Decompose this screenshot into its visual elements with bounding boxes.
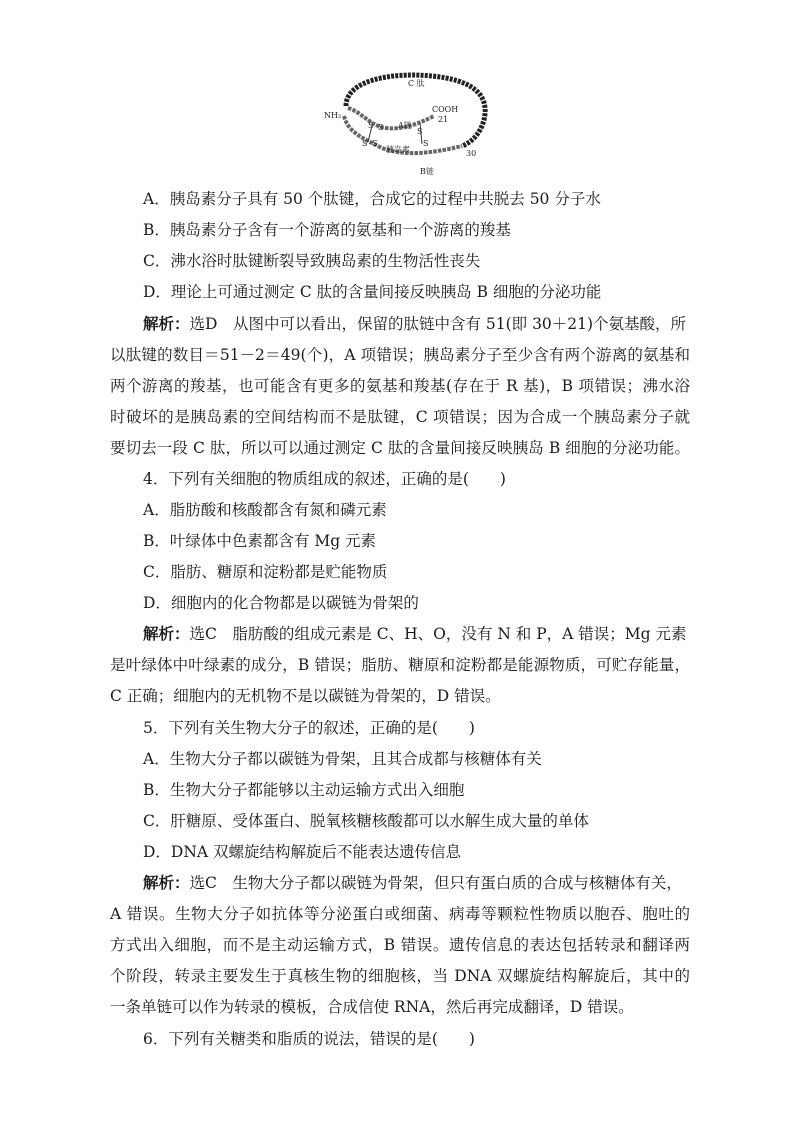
q5-option-a: A．生物大分子都以碳链为骨架，且其合成都与核糖体有关 — [143, 750, 542, 768]
label-nh2: NH₂ — [324, 111, 342, 120]
label-b-chain: B链 — [420, 167, 434, 176]
label-s: S — [368, 121, 374, 130]
q4-option-d: D．细胞内的化合物都是以碳链为骨架的 — [143, 594, 419, 612]
q5-stem: 5．下列有关生物大分子的叙述，正确的是( ) — [143, 719, 475, 737]
label-s: S — [372, 139, 378, 148]
q4-option-b: B．叶绿体中色素都含有 Mg 元素 — [143, 532, 377, 550]
q4-stem: 4．下列有关细胞的物质组成的叙述，正确的是( ) — [143, 470, 506, 488]
q3-option-c: C．沸水浴时肽键断裂导致胰岛素的生物活性丧失 — [143, 252, 481, 270]
q5-analysis-line-3: 方式出入细胞，而不是主动运输方式，B 错误。遗传信息的表达包括转录和翻译两 — [110, 936, 690, 954]
q4-analysis-line-3: C 正确；细胞内的无机物不是以碳链为骨架的，D 错误。 — [110, 687, 501, 705]
q3-analysis-line-2: 以肽键的数目＝51－2＝49(个)，A 项错误；胰岛素分子至少含有两个游离的氨基和 — [110, 346, 690, 364]
q6-stem: 6．下列有关糖类和脂质的说法，错误的是( ) — [143, 1030, 475, 1048]
q3-option-b: B．胰岛素分子含有一个游离的氨基和一个游离的羧基 — [143, 221, 511, 239]
q5-option-b: B．生物大分子都能够以主动运输方式出入细胞 — [143, 781, 465, 799]
q5-option-d: D．DNA 双螺旋结构解旋后不能表达遗传信息 — [143, 843, 462, 861]
insulin-structure-figure — [322, 68, 492, 180]
label-s: S — [417, 127, 423, 136]
label-a-chain: A链 — [398, 121, 412, 130]
analysis-label: 解析： — [143, 624, 190, 643]
q3-analysis-line-5: 要切去一段 C 肽，所以可以通过测定 C 肽的含量间接反映胰岛 B 细胞的分泌功能。 — [110, 439, 690, 457]
label-insulin: 胰岛素 — [386, 145, 410, 154]
q5-analysis-line-4: 个阶段，转录主要发生于真核生物的细胞核，当 DNA 双螺旋结构解旋后，其中的 — [110, 967, 690, 985]
q3-analysis-line-1 — [143, 314, 690, 334]
q4-analysis-line-2: 是叶绿体中叶绿素的成分，B 错误；脂肪、糖原和淀粉都是能源物质，可贮存能量， — [110, 656, 690, 674]
q4-analysis-line-1 — [143, 624, 690, 644]
q5-option-c: C．肝糖原、受体蛋白、脱氧核糖核酸都可以水解生成大量的单体 — [143, 812, 589, 830]
label-cooh: COOH — [432, 105, 459, 114]
label-30: 30 — [466, 149, 477, 158]
q5-analysis-line-2: A 错误。生物大分子如抗体等分泌蛋白或细菌、病毒等颗粒性物质以胞吞、胞吐的 — [110, 905, 690, 923]
q5-analysis-line-5: 一条单链可以作为转录的模板，合成信使 RNA，然后再完成翻译，D 错误。 — [110, 998, 634, 1016]
q3-analysis-line-4: 时破坏的是胰岛素的空间结构而不是肽键，C 项错误；因为合成一个胰岛素分子就 — [110, 408, 690, 426]
q4-option-a: A．脂肪酸和核酸都含有氮和磷元素 — [143, 501, 387, 519]
label-s: S — [362, 139, 368, 148]
label-s: S — [378, 123, 384, 132]
label-c-peptide: C 肽 — [408, 79, 425, 88]
q3-option-d: D．理论上可通过测定 C 肽的含量间接反映胰岛 B 细胞的分泌功能 — [143, 283, 602, 301]
analysis-text: 选C 生物大分子都以碳链为骨架，但只有蛋白质的合成与核糖体有关， — [189, 874, 682, 892]
analysis-label: 解析： — [143, 314, 190, 333]
label-21: 21 — [438, 115, 449, 124]
q5-analysis-line-1 — [143, 873, 690, 893]
q3-option-a: A．胰岛素分子具有 50 个肽键，合成它的过程中共脱去 50 分子水 — [143, 190, 601, 208]
label-s: S — [423, 139, 429, 148]
a-chain — [348, 108, 434, 128]
q4-option-c: C．脂肪、糖原和淀粉都是贮能物质 — [143, 563, 388, 581]
analysis-text: 选D 从图中可以看出，保留的肽链中含有 51(即 30＋21)个氨基酸，所 — [189, 315, 687, 333]
analysis-label: 解析： — [143, 873, 190, 892]
q3-analysis-line-3: 两个游离的羧基，也可能含有更多的氨基和羧基(存在于 R 基)，B 项错误；沸水浴 — [110, 377, 690, 395]
analysis-text: 选C 脂肪酸的组成元素是 C、H、O，没有 N 和 P，A 错误；Mg 元素 — [189, 625, 687, 643]
